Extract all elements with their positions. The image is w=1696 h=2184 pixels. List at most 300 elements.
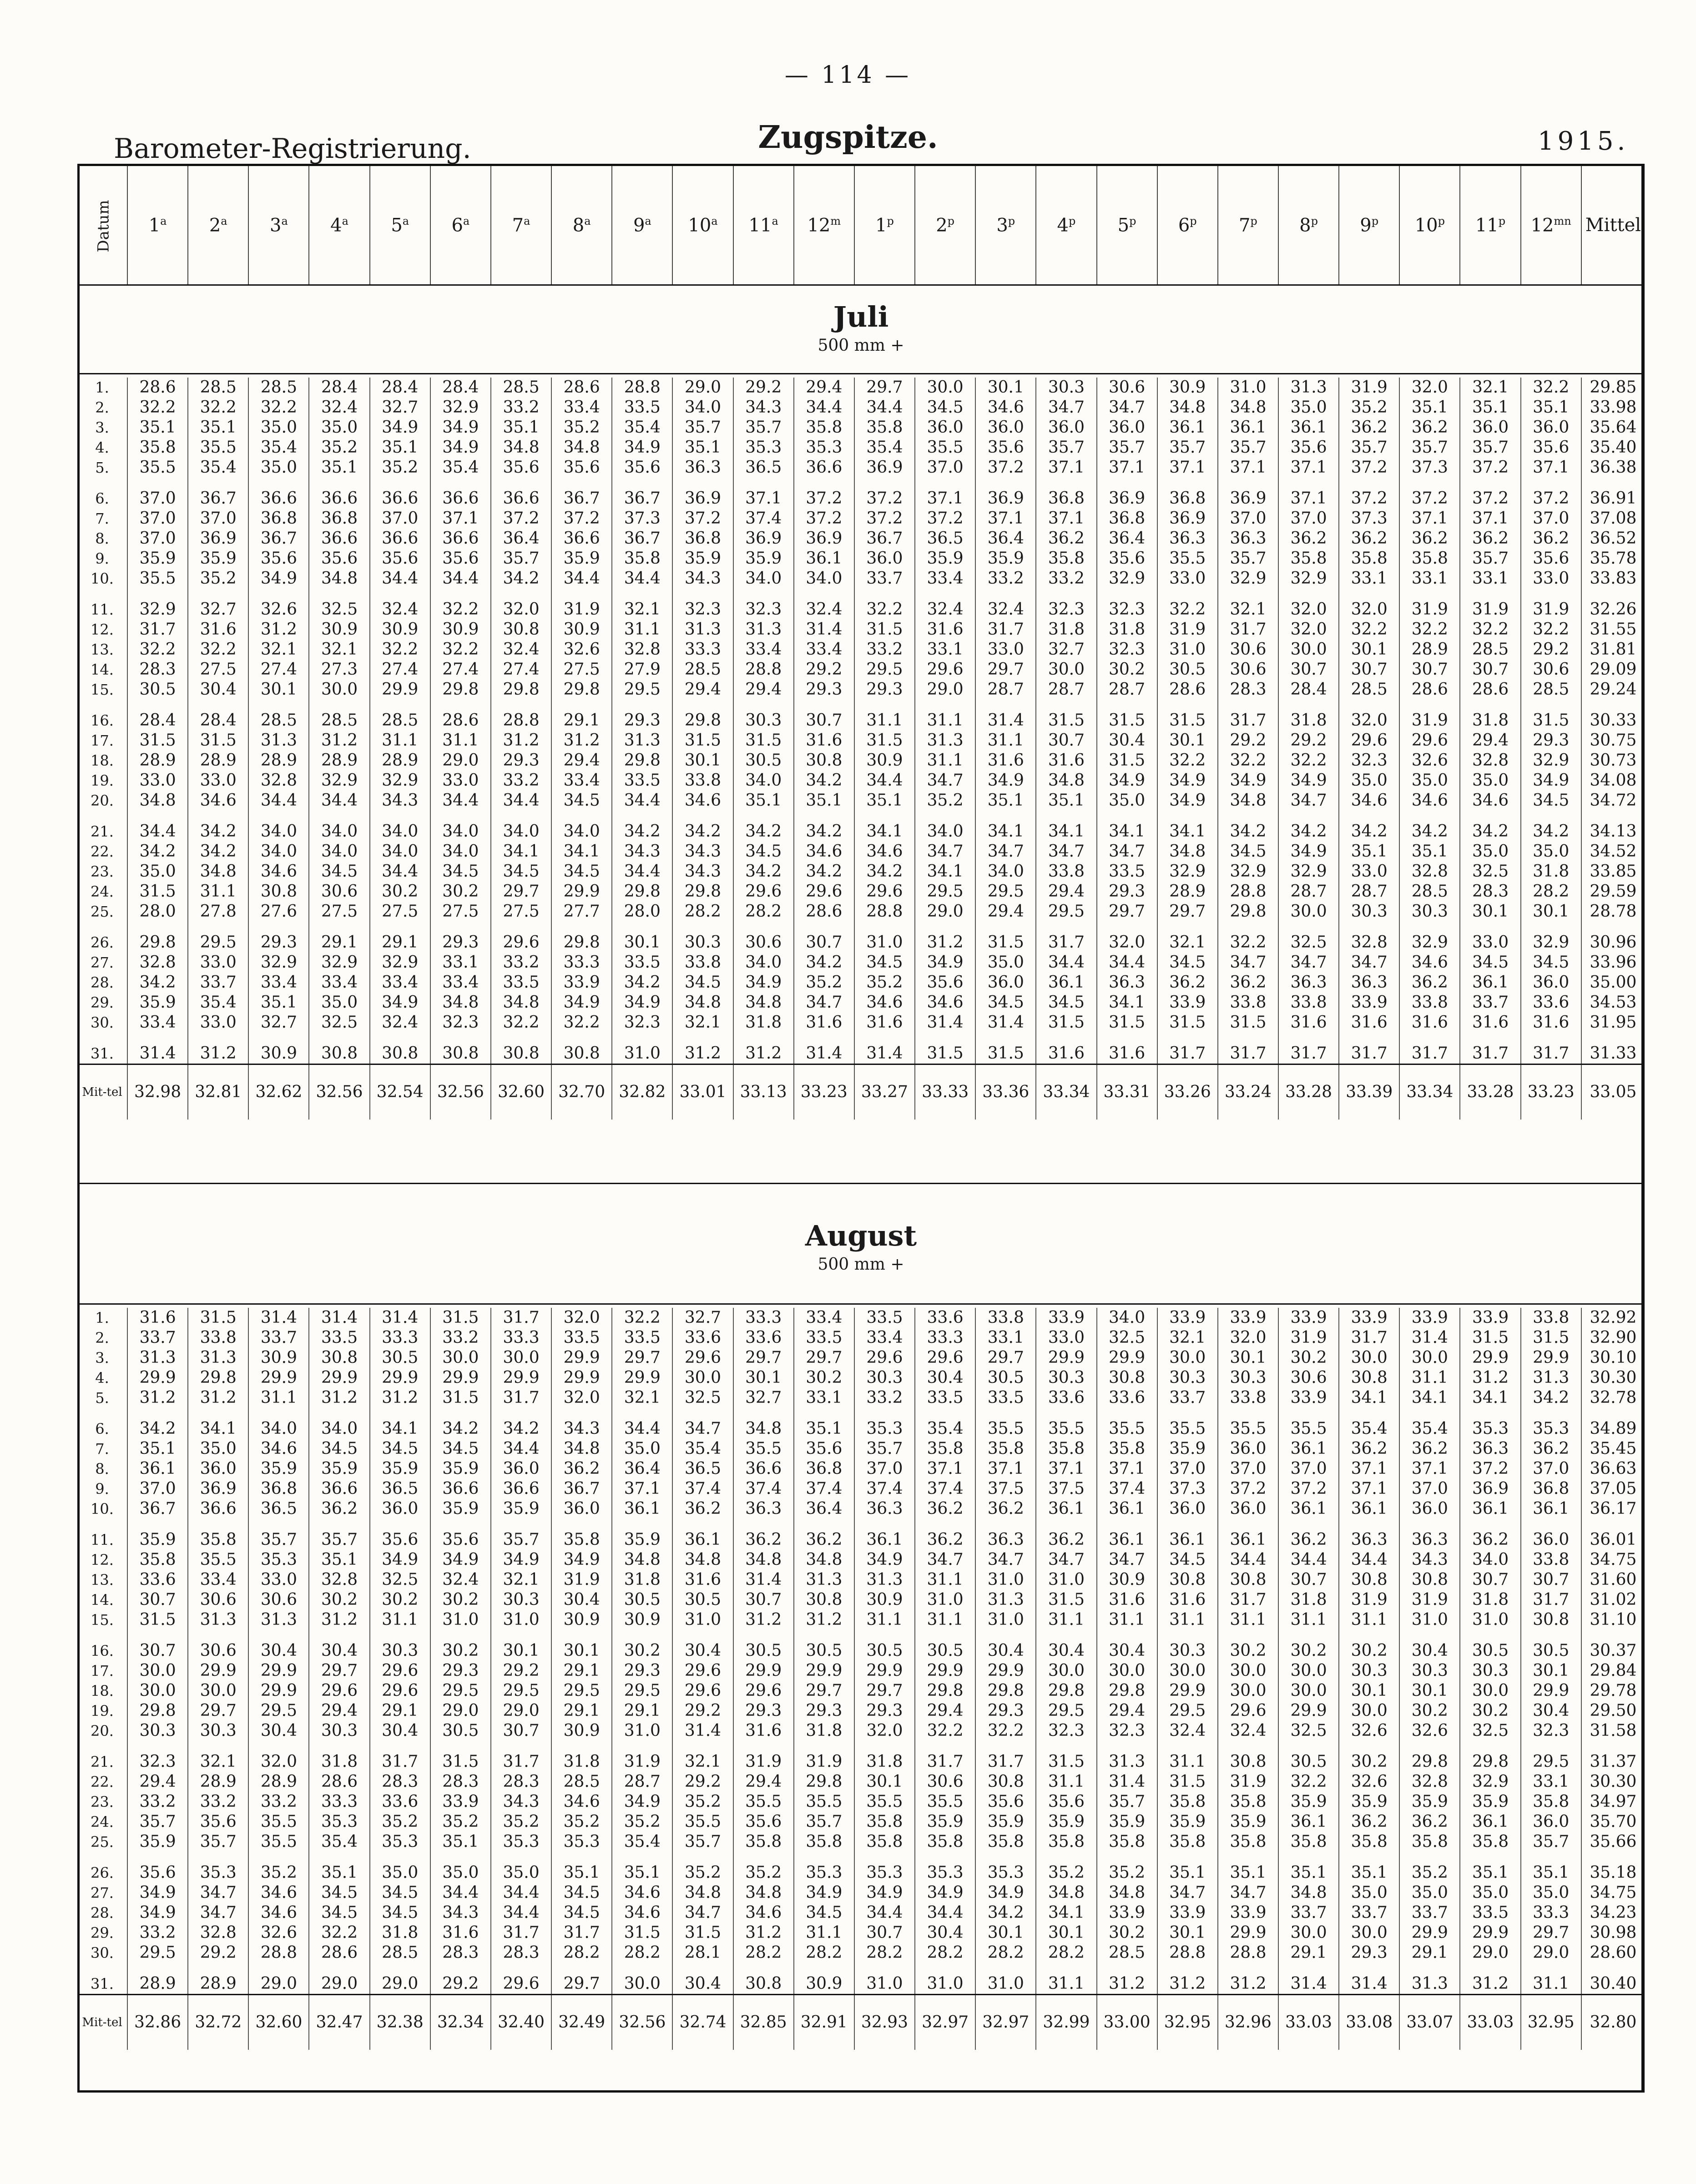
pressure-cell: 31.0 (854, 933, 915, 953)
date-cell: 20. (91, 792, 114, 809)
pressure-cell: 35.1 (127, 418, 188, 438)
mean-value-cell: 35.70 (1581, 1812, 1645, 1832)
pressure-cell: 34.4 (491, 1883, 551, 1903)
pressure-cell: 32.0 (1278, 600, 1339, 620)
pressure-cell: 34.2 (188, 842, 248, 862)
pressure-cell: 28.8 (491, 711, 551, 731)
pressure-cell: 37.1 (975, 1459, 1036, 1479)
pressure-cell: 30.1 (733, 1368, 794, 1388)
pressure-cell: 29.8 (1399, 1752, 1460, 1772)
pressure-cell: 35.7 (672, 1832, 733, 1852)
pressure-cell: 34.7 (1097, 842, 1157, 862)
mean-value-cell: 28.60 (1581, 1943, 1645, 1963)
pressure-cell: 29.7 (794, 1348, 854, 1368)
pressure-cell: 37.1 (733, 489, 794, 509)
pressure-cell: 34.2 (794, 771, 854, 791)
table-row (77, 933, 1645, 953)
pressure-cell: 36.3 (1157, 529, 1218, 549)
gap-cell (915, 478, 975, 489)
pressure-cell: 35.6 (309, 549, 369, 569)
pressure-cell: 35.1 (1218, 1863, 1278, 1883)
pressure-cell: 36.2 (672, 1499, 733, 1519)
pressure-cell: 29.0 (1460, 1943, 1520, 1963)
pressure-cell: 31.1 (248, 1388, 309, 1408)
pressure-cell: 35.7 (1157, 438, 1218, 458)
mean-value-cell: 37.05 (1581, 1479, 1645, 1499)
pressure-cell: 32.9 (1460, 1772, 1520, 1792)
pressure-cell: 31.1 (1097, 1610, 1157, 1630)
pressure-cell: 30.5 (127, 680, 188, 700)
pressure-cell: 33.7 (188, 973, 248, 993)
pressure-cell: 33.2 (854, 640, 915, 660)
pressure-cell: 29.6 (733, 1681, 794, 1701)
gap-cell (77, 700, 127, 711)
pressure-cell: 29.6 (491, 1974, 551, 1995)
pressure-cell: 28.9 (188, 1974, 248, 1995)
pressure-cell: 29.1 (370, 1701, 430, 1721)
gap-cell (1399, 1630, 1460, 1641)
pressure-cell: 35.7 (1399, 438, 1460, 458)
pressure-cell: 30.2 (1278, 1641, 1339, 1661)
pressure-cell: 32.3 (1521, 1721, 1581, 1741)
pressure-cell: 35.9 (127, 549, 188, 569)
pressure-cell: 30.5 (672, 1590, 733, 1610)
pressure-cell: 33.6 (1036, 1388, 1096, 1408)
gap-cell (1339, 1519, 1399, 1530)
pressure-cell: 30.1 (248, 680, 309, 700)
pressure-cell: 30.1 (1521, 1661, 1581, 1681)
pressure-cell: 30.7 (1460, 660, 1520, 680)
pressure-cell: 31.5 (430, 1752, 491, 1772)
pressure-cell: 32.5 (1278, 1721, 1339, 1741)
gap-cell (854, 1408, 915, 1419)
pressure-cell: 30.9 (248, 1348, 309, 1368)
pressure-cell: 37.2 (672, 509, 733, 529)
pressure-cell: 30.9 (1157, 378, 1218, 398)
pressure-cell: 35.5 (794, 1792, 854, 1812)
pressure-cell: 35.9 (1460, 1792, 1520, 1812)
hour-suffix: a (160, 214, 167, 227)
pressure-cell: 34.9 (612, 993, 672, 1013)
pressure-cell: 32.2 (188, 640, 248, 660)
pressure-cell: 30.0 (1339, 1923, 1399, 1943)
gap-cell (975, 1963, 1036, 1974)
pressure-cell: 31.8 (1460, 711, 1520, 731)
gap-cell (491, 922, 551, 933)
pressure-cell: 35.2 (551, 1812, 612, 1832)
pressure-cell: 29.2 (1521, 640, 1581, 660)
pressure-cell: 30.0 (672, 1368, 733, 1388)
mean-value-cell: 28.78 (1581, 902, 1645, 922)
pressure-cell: 29.5 (975, 882, 1036, 902)
gap-cell (1521, 811, 1581, 822)
gap-cell (672, 1630, 733, 1641)
gap-cell (612, 1963, 672, 1974)
pressure-cell: 30.4 (672, 1974, 733, 1995)
pressure-cell: 36.2 (1460, 529, 1520, 549)
pressure-cell: 37.1 (915, 489, 975, 509)
pressure-cell: 34.5 (733, 842, 794, 862)
gap-cell (430, 1630, 491, 1641)
pressure-cell: 32.5 (1097, 1328, 1157, 1348)
table-row (77, 1883, 1645, 1903)
pressure-cell: 32.4 (975, 600, 1036, 620)
pressure-cell: 32.54 (370, 1064, 430, 1120)
pressure-cell: 31.9 (794, 1752, 854, 1772)
pressure-cell: 28.3 (1218, 680, 1278, 700)
pressure-cell: 29.6 (672, 1681, 733, 1701)
pressure-cell: 37.4 (794, 1479, 854, 1499)
pressure-cell: 30.0 (1399, 1348, 1460, 1368)
pressure-cell: 31.5 (430, 1308, 491, 1328)
pressure-cell: 31.4 (1278, 1974, 1339, 1995)
gap-cell (1218, 700, 1278, 711)
pressure-cell: 33.0 (1036, 1328, 1096, 1348)
hour-number: 5 (1117, 215, 1130, 236)
table-row (77, 1752, 1645, 1772)
pressure-cell: 31.7 (491, 1388, 551, 1408)
pressure-cell: 35.2 (915, 791, 975, 811)
pressure-cell: 35.8 (1521, 1792, 1581, 1812)
pressure-cell: 32.97 (975, 1995, 1036, 2050)
hour-header (1036, 166, 1096, 284)
pressure-cell: 35.8 (1036, 549, 1096, 569)
pressure-cell: 35.2 (370, 1812, 430, 1832)
table-row (77, 731, 1645, 751)
pressure-cell: 33.4 (127, 1013, 188, 1033)
date-cell: 31. (91, 1045, 114, 1062)
table-row (77, 1681, 1645, 1701)
mean-value-cell: 35.18 (1581, 1863, 1645, 1883)
pressure-cell: 31.0 (975, 1974, 1036, 1995)
pressure-cell: 30.9 (794, 1974, 854, 1995)
pressure-cell: 34.5 (975, 993, 1036, 1013)
pressure-cell: 34.4 (1278, 1550, 1339, 1570)
pressure-cell: 31.1 (370, 1610, 430, 1630)
gap-cell (188, 478, 248, 489)
pressure-cell: 35.8 (975, 1439, 1036, 1459)
mean-value-cell: 32.78 (1581, 1388, 1645, 1408)
pressure-cell: 29.7 (733, 1348, 794, 1368)
pressure-cell: 35.2 (733, 1863, 794, 1883)
pressure-cell: 34.2 (794, 953, 854, 973)
gap-cell (430, 922, 491, 933)
pressure-cell: 37.2 (551, 509, 612, 529)
date-cell: 13. (91, 1571, 114, 1589)
mean-value-cell: 35.78 (1581, 549, 1645, 569)
table-row (77, 378, 1645, 398)
gap-cell (491, 1963, 551, 1974)
pressure-cell: 35.9 (1036, 1812, 1096, 1832)
gap-cell (1399, 1033, 1460, 1044)
date-cell: 16. (91, 1642, 114, 1659)
pressure-cell: 30.3 (672, 933, 733, 953)
pressure-cell: 29.9 (1036, 1348, 1096, 1368)
pressure-cell: 28.3 (491, 1772, 551, 1792)
pressure-cell: 33.2 (491, 771, 551, 791)
gap-cell (1278, 811, 1339, 822)
gap-cell (1157, 1519, 1218, 1530)
hour-number: 6 (451, 215, 463, 236)
pressure-cell: 32.0 (1278, 620, 1339, 640)
pressure-cell: 29.1 (612, 1701, 672, 1721)
pressure-cell: 34.8 (1278, 1883, 1339, 1903)
gap-cell (1399, 811, 1460, 822)
gap-cell (248, 1630, 309, 1641)
pressure-cell: 36.8 (248, 509, 309, 529)
pressure-cell: 33.9 (1460, 1308, 1520, 1328)
pressure-cell: 31.3 (188, 1610, 248, 1630)
gap-cell (370, 1630, 430, 1641)
hour-suffix: p (1438, 214, 1445, 227)
pressure-cell: 35.0 (430, 1863, 491, 1883)
pressure-cell: 32.2 (127, 640, 188, 660)
pressure-cell: 31.9 (612, 1752, 672, 1772)
pressure-cell: 30.6 (733, 933, 794, 953)
pressure-cell: 34.4 (854, 771, 915, 791)
pressure-cell: 36.2 (309, 1499, 369, 1519)
pressure-cell: 36.3 (1218, 529, 1278, 549)
pressure-cell: 34.2 (1218, 822, 1278, 842)
pressure-cell: 34.7 (1218, 953, 1278, 973)
pressure-cell: 30.9 (370, 620, 430, 640)
gap-cell (370, 589, 430, 600)
pressure-cell: 30.8 (248, 882, 309, 902)
pressure-cell: 31.1 (1036, 1610, 1096, 1630)
hour-header (1399, 166, 1460, 284)
pressure-cell: 31.7 (127, 620, 188, 640)
pressure-cell: 34.8 (430, 993, 491, 1013)
gap-cell (127, 1033, 188, 1044)
pressure-cell: 32.3 (1097, 600, 1157, 620)
pressure-cell: 32.96 (1218, 1995, 1278, 2050)
gap-cell (915, 1630, 975, 1641)
pressure-cell: 37.1 (612, 1479, 672, 1499)
pressure-cell: 28.4 (1278, 680, 1339, 700)
pressure-cell: 31.1 (1157, 1610, 1218, 1630)
mean-value-cell: 34.75 (1581, 1883, 1645, 1903)
table-row (77, 1641, 1645, 1661)
date-cell: 6. (95, 490, 109, 507)
hour-suffix: a (463, 214, 470, 227)
mean-value-cell: 29.78 (1581, 1681, 1645, 1701)
pressure-cell: 34.7 (188, 1903, 248, 1923)
pressure-cell: 30.0 (430, 1348, 491, 1368)
gap-cell (1278, 1963, 1339, 1974)
pressure-cell: 33.23 (1521, 1064, 1581, 1120)
pressure-cell: 35.8 (1339, 549, 1399, 569)
pressure-cell: 34.1 (854, 822, 915, 842)
pressure-cell: 34.5 (491, 862, 551, 882)
gap-cell (1218, 1630, 1278, 1641)
gap-cell (854, 1033, 915, 1044)
pressure-cell: 34.6 (551, 1792, 612, 1812)
pressure-cell: 30.6 (188, 1641, 248, 1661)
pressure-cell: 35.9 (188, 549, 248, 569)
pressure-cell: 29.0 (309, 1974, 369, 1995)
pressure-cell: 30.4 (672, 1641, 733, 1661)
pressure-cell: 34.4 (915, 1903, 975, 1923)
pressure-cell: 35.4 (854, 438, 915, 458)
pressure-cell: 33.8 (1218, 1388, 1278, 1408)
date-cell: 30. (91, 1014, 114, 1031)
pressure-cell: 29.5 (854, 660, 915, 680)
pressure-cell: 32.2 (975, 1721, 1036, 1741)
pressure-cell: 35.8 (915, 1439, 975, 1459)
hour-suffix: a (645, 214, 651, 227)
pressure-cell: 31.1 (854, 1610, 915, 1630)
pressure-cell: 32.0 (1097, 933, 1157, 953)
gap-cell (188, 700, 248, 711)
date-cell: 8. (95, 530, 109, 547)
pressure-cell: 35.7 (794, 1812, 854, 1832)
pressure-cell: 33.8 (672, 771, 733, 791)
pressure-cell: 35.1 (1521, 398, 1581, 418)
mean-value-cell: 36.52 (1581, 529, 1645, 549)
pressure-cell: 34.9 (612, 1792, 672, 1812)
pressure-cell: 35.8 (854, 1812, 915, 1832)
gap-cell (77, 589, 127, 600)
pressure-cell: 33.6 (370, 1792, 430, 1812)
pressure-cell: 30.0 (612, 1974, 672, 1995)
gap-cell (1097, 700, 1157, 711)
gap-cell (127, 1741, 188, 1752)
gap-cell (1581, 1408, 1645, 1419)
gap-cell (188, 1519, 248, 1530)
pressure-cell: 32.47 (309, 1995, 369, 2050)
pressure-cell: 35.1 (733, 791, 794, 811)
pressure-cell: 33.1 (1460, 569, 1520, 589)
hour-number: 2 (209, 215, 221, 236)
gap-cell (794, 1963, 854, 1974)
pressure-cell: 28.6 (551, 378, 612, 398)
pressure-cell: 34.1 (1399, 1388, 1460, 1408)
gap-cell (1521, 1630, 1581, 1641)
pressure-cell: 34.4 (1339, 1550, 1399, 1570)
pressure-cell: 31.5 (1097, 751, 1157, 771)
gap-cell (1581, 922, 1645, 933)
pressure-cell: 30.5 (1157, 660, 1218, 680)
pressure-cell: 31.7 (1339, 1044, 1399, 1064)
pressure-cell: 29.2 (188, 1943, 248, 1963)
pressure-cell: 29.4 (733, 1772, 794, 1792)
pressure-cell: 36.6 (430, 1479, 491, 1499)
gap-cell (1278, 1741, 1339, 1752)
pressure-cell: 35.5 (188, 1550, 248, 1570)
pressure-cell: 32.5 (1460, 862, 1520, 882)
pressure-cell: 32.8 (248, 771, 309, 791)
pressure-cell: 28.6 (794, 902, 854, 922)
pressure-cell: 32.9 (1399, 933, 1460, 953)
gap-cell (975, 922, 1036, 933)
pressure-cell: 35.0 (1521, 842, 1581, 862)
pressure-cell: 27.5 (188, 660, 248, 680)
section-title-juli (77, 300, 1645, 355)
hour-number: 7 (1238, 215, 1251, 236)
pressure-cell: 31.2 (491, 731, 551, 751)
pressure-cell: 29.8 (915, 1681, 975, 1701)
pressure-cell: 32.3 (1036, 600, 1096, 620)
pressure-cell: 34.0 (248, 842, 309, 862)
gap-cell (1460, 1033, 1520, 1044)
pressure-cell: 31.1 (1521, 1974, 1581, 1995)
pressure-cell: 30.1 (975, 1923, 1036, 1943)
mean-value-cell: 35.66 (1581, 1832, 1645, 1852)
pressure-cell: 34.2 (733, 822, 794, 842)
pressure-cell: 37.1 (1399, 509, 1460, 529)
pressure-cell: 36.8 (248, 1479, 309, 1499)
gap-cell (1399, 478, 1460, 489)
pressure-cell: 28.8 (248, 1943, 309, 1963)
pressure-cell: 31.6 (975, 751, 1036, 771)
pressure-cell: 37.2 (854, 509, 915, 529)
pressure-cell: 33.2 (188, 1792, 248, 1812)
pressure-cell: 28.3 (491, 1943, 551, 1963)
pressure-cell: 35.8 (794, 418, 854, 438)
pressure-cell: 32.1 (1218, 600, 1278, 620)
pressure-cell: 34.5 (551, 862, 612, 882)
pressure-cell: 37.2 (854, 489, 915, 509)
pressure-cell: 29.5 (430, 1681, 491, 1701)
pressure-cell: 34.5 (915, 398, 975, 418)
hour-suffix: a (342, 214, 348, 227)
pressure-cell: 36.2 (1278, 529, 1339, 549)
table-row (77, 751, 1645, 771)
pressure-cell: 31.2 (370, 1388, 430, 1408)
pressure-cell: 32.3 (733, 600, 794, 620)
pressure-cell: 32.3 (672, 600, 733, 620)
date-cell: 5. (95, 459, 109, 476)
pressure-cell: 34.4 (612, 791, 672, 811)
pressure-cell: 35.2 (1097, 1863, 1157, 1883)
pressure-cell: 33.6 (1521, 993, 1581, 1013)
gap-cell (430, 811, 491, 822)
pressure-cell: 30.8 (370, 1044, 430, 1064)
pressure-cell: 33.28 (1460, 1064, 1520, 1120)
gap-cell (1521, 478, 1581, 489)
pressure-cell: 30.8 (551, 1044, 612, 1064)
table-row (77, 1923, 1645, 1943)
pressure-cell: 35.2 (612, 1812, 672, 1832)
pressure-cell: 29.9 (370, 680, 430, 700)
table-row (77, 549, 1645, 569)
mean-value-cell: 33.96 (1581, 953, 1645, 973)
pressure-cell: 35.5 (1157, 549, 1218, 569)
pressure-cell: 28.5 (551, 1772, 612, 1792)
pressure-cell: 35.7 (1460, 549, 1520, 569)
pressure-cell: 34.8 (551, 438, 612, 458)
pressure-cell: 29.9 (188, 1661, 248, 1681)
gap-cell (1097, 1408, 1157, 1419)
pressure-cell: 35.2 (1036, 1863, 1096, 1883)
gap-cell (551, 1963, 612, 1974)
pressure-cell: 35.1 (491, 418, 551, 438)
pressure-cell: 30.3 (1339, 1661, 1399, 1681)
pressure-cell: 35.9 (733, 549, 794, 569)
pressure-cell: 37.1 (1097, 458, 1157, 478)
pressure-cell: 30.7 (1521, 1570, 1581, 1590)
pressure-cell: 34.6 (248, 1903, 309, 1923)
pressure-cell: 31.1 (188, 882, 248, 902)
pressure-cell: 36.2 (1157, 973, 1218, 993)
gap-cell (1278, 1033, 1339, 1044)
gap-cell (1097, 1033, 1157, 1044)
pressure-cell: 30.4 (915, 1923, 975, 1943)
gap-cell (188, 1852, 248, 1863)
pressure-cell: 33.1 (1399, 569, 1460, 589)
pressure-cell: 34.8 (1097, 1883, 1157, 1903)
pressure-cell: 29.9 (430, 1368, 491, 1388)
